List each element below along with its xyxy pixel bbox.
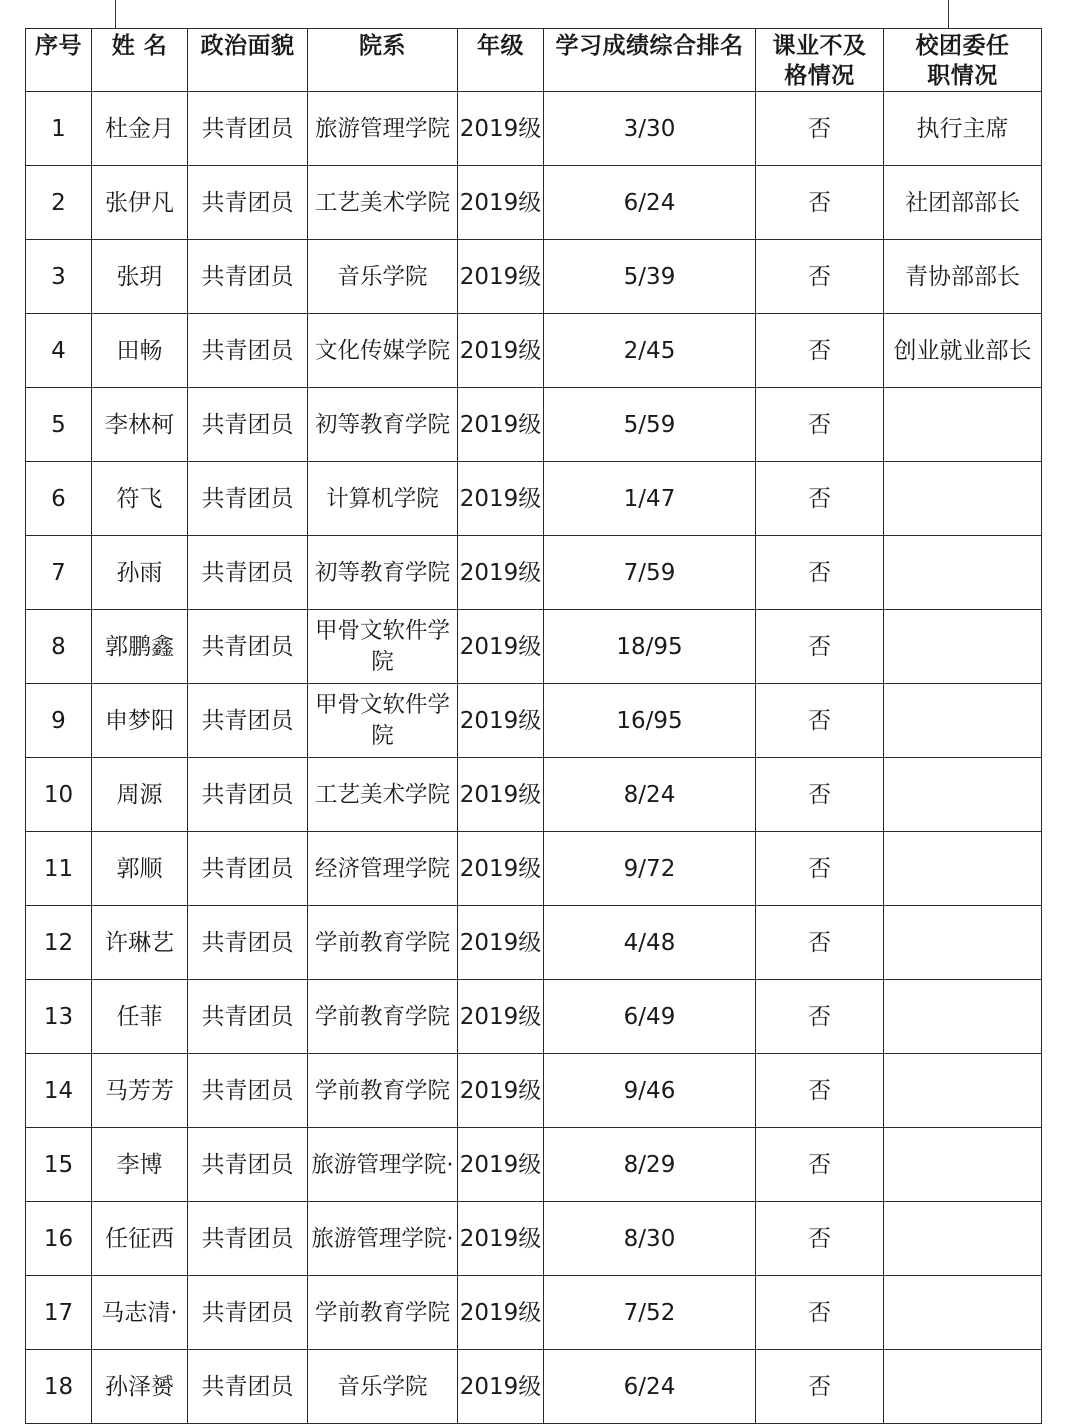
cell-political: 共青团员 bbox=[188, 980, 308, 1054]
table-row bbox=[26, 1202, 1042, 1276]
cell-political: 共青团员 bbox=[188, 832, 308, 906]
cell-name: 张玥 bbox=[92, 240, 188, 314]
table-row bbox=[26, 1350, 1042, 1424]
cell-name: 周源 bbox=[92, 758, 188, 832]
cell-name: 任菲 bbox=[92, 980, 188, 1054]
cell-fail: 否 bbox=[756, 462, 884, 536]
crop-line-left bbox=[115, 0, 116, 28]
cell-fail: 否 bbox=[756, 1128, 884, 1202]
cell-name: 李博 bbox=[92, 1128, 188, 1202]
table-row bbox=[26, 462, 1042, 536]
table-row bbox=[26, 388, 1042, 462]
cell-no: 13 bbox=[26, 980, 92, 1054]
cell-political: 共青团员 bbox=[188, 1128, 308, 1202]
cell-no: 2 bbox=[26, 166, 92, 240]
cell-fail: 否 bbox=[756, 610, 884, 684]
cell-political: 共青团员 bbox=[188, 166, 308, 240]
cell-role bbox=[884, 906, 1042, 980]
cell-dept: 初等教育学院 bbox=[308, 536, 458, 610]
cell-no: 12 bbox=[26, 906, 92, 980]
table-body bbox=[26, 92, 1042, 1424]
cell-dept: 旅游管理学院· bbox=[308, 1128, 458, 1202]
cell-no: 18 bbox=[26, 1350, 92, 1424]
cell-political: 共青团员 bbox=[188, 1202, 308, 1276]
cell-political: 共青团员 bbox=[188, 1054, 308, 1128]
cell-dept: 音乐学院 bbox=[308, 240, 458, 314]
header-dept: 院系 bbox=[308, 29, 458, 92]
header-grade: 年级 bbox=[458, 29, 544, 92]
table-row bbox=[26, 684, 1042, 758]
cell-grade: 2019级 bbox=[458, 1128, 544, 1202]
cell-dept: 旅游管理学院· bbox=[308, 1202, 458, 1276]
cell-role bbox=[884, 1128, 1042, 1202]
cell-fail: 否 bbox=[756, 240, 884, 314]
cell-grade: 2019级 bbox=[458, 1054, 544, 1128]
cell-role bbox=[884, 684, 1042, 758]
cell-grade: 2019级 bbox=[458, 1276, 544, 1350]
cell-rank: 6/24 bbox=[544, 1350, 756, 1424]
cell-dept: 音乐学院 bbox=[308, 1350, 458, 1424]
cell-no: 7 bbox=[26, 536, 92, 610]
cell-rank: 4/48 bbox=[544, 906, 756, 980]
cell-rank: 6/24 bbox=[544, 166, 756, 240]
cell-grade: 2019级 bbox=[458, 684, 544, 758]
cell-fail: 否 bbox=[756, 684, 884, 758]
cell-role bbox=[884, 388, 1042, 462]
table-row bbox=[26, 536, 1042, 610]
cell-rank: 8/24 bbox=[544, 758, 756, 832]
cell-rank: 8/30 bbox=[544, 1202, 756, 1276]
cell-grade: 2019级 bbox=[458, 536, 544, 610]
cell-rank: 3/30 bbox=[544, 92, 756, 166]
cell-no: 14 bbox=[26, 1054, 92, 1128]
cell-name: 杜金月 bbox=[92, 92, 188, 166]
cell-political: 共青团员 bbox=[188, 610, 308, 684]
cell-no: 4 bbox=[26, 314, 92, 388]
header-fail: 课业不及格情况 bbox=[756, 29, 884, 92]
cell-rank: 7/52 bbox=[544, 1276, 756, 1350]
cell-fail: 否 bbox=[756, 166, 884, 240]
cell-no: 15 bbox=[26, 1128, 92, 1202]
cell-rank: 18/95 bbox=[544, 610, 756, 684]
cell-role: 创业就业部长 bbox=[884, 314, 1042, 388]
cell-political: 共青团员 bbox=[188, 758, 308, 832]
cell-name: 田畅 bbox=[92, 314, 188, 388]
table-row bbox=[26, 832, 1042, 906]
cell-name: 郭顺 bbox=[92, 832, 188, 906]
cell-role bbox=[884, 462, 1042, 536]
cell-grade: 2019级 bbox=[458, 906, 544, 980]
cell-dept: 初等教育学院 bbox=[308, 388, 458, 462]
cell-rank: 9/72 bbox=[544, 832, 756, 906]
cell-rank: 6/49 bbox=[544, 980, 756, 1054]
header-name: 姓 名 bbox=[92, 29, 188, 92]
cell-role: 青协部部长 bbox=[884, 240, 1042, 314]
cell-rank: 5/59 bbox=[544, 388, 756, 462]
table-row bbox=[26, 980, 1042, 1054]
cell-role bbox=[884, 536, 1042, 610]
cell-political: 共青团员 bbox=[188, 388, 308, 462]
crop-line-right bbox=[948, 0, 949, 28]
cell-name: 孙雨 bbox=[92, 536, 188, 610]
header-row bbox=[26, 29, 1042, 92]
cell-grade: 2019级 bbox=[458, 166, 544, 240]
cell-political: 共青团员 bbox=[188, 536, 308, 610]
cell-role bbox=[884, 758, 1042, 832]
cell-name: 郭鹏鑫 bbox=[92, 610, 188, 684]
cell-name: 许琳艺 bbox=[92, 906, 188, 980]
cell-role bbox=[884, 832, 1042, 906]
cell-political: 共青团员 bbox=[188, 906, 308, 980]
cell-role bbox=[884, 980, 1042, 1054]
cell-no: 3 bbox=[26, 240, 92, 314]
cell-fail: 否 bbox=[756, 980, 884, 1054]
cell-dept: 旅游管理学院 bbox=[308, 92, 458, 166]
cell-no: 9 bbox=[26, 684, 92, 758]
cell-name: 张伊凡 bbox=[92, 166, 188, 240]
table-row bbox=[26, 1276, 1042, 1350]
cell-role bbox=[884, 1202, 1042, 1276]
cell-rank: 7/59 bbox=[544, 536, 756, 610]
header-political: 政治面貌 bbox=[188, 29, 308, 92]
cell-fail: 否 bbox=[756, 388, 884, 462]
cell-no: 5 bbox=[26, 388, 92, 462]
cell-grade: 2019级 bbox=[458, 462, 544, 536]
cell-no: 1 bbox=[26, 92, 92, 166]
table-row bbox=[26, 1128, 1042, 1202]
cell-role bbox=[884, 1276, 1042, 1350]
cell-rank: 16/95 bbox=[544, 684, 756, 758]
cell-fail: 否 bbox=[756, 314, 884, 388]
header-no: 序号 bbox=[26, 29, 92, 92]
cell-grade: 2019级 bbox=[458, 832, 544, 906]
cell-no: 10 bbox=[26, 758, 92, 832]
cell-grade: 2019级 bbox=[458, 980, 544, 1054]
cell-dept: 工艺美术学院 bbox=[308, 758, 458, 832]
cell-rank: 9/46 bbox=[544, 1054, 756, 1128]
cell-political: 共青团员 bbox=[188, 1276, 308, 1350]
cell-role bbox=[884, 610, 1042, 684]
cell-dept: 学前教育学院 bbox=[308, 1276, 458, 1350]
cell-rank: 2/45 bbox=[544, 314, 756, 388]
cell-fail: 否 bbox=[756, 1276, 884, 1350]
cell-fail: 否 bbox=[756, 758, 884, 832]
cell-no: 11 bbox=[26, 832, 92, 906]
cell-name: 孙泽赟 bbox=[92, 1350, 188, 1424]
cell-dept: 甲骨文软件学院 bbox=[308, 684, 458, 758]
cell-political: 共青团员 bbox=[188, 462, 308, 536]
cell-name: 申梦阳 bbox=[92, 684, 188, 758]
cell-fail: 否 bbox=[756, 1054, 884, 1128]
cell-role: 执行主席 bbox=[884, 92, 1042, 166]
cell-dept: 甲骨文软件学院 bbox=[308, 610, 458, 684]
header-rank: 学习成绩综合排名 bbox=[544, 29, 756, 92]
cell-name: 马芳芳 bbox=[92, 1054, 188, 1128]
cell-grade: 2019级 bbox=[458, 388, 544, 462]
cell-dept: 计算机学院 bbox=[308, 462, 458, 536]
cell-grade: 2019级 bbox=[458, 240, 544, 314]
cell-role bbox=[884, 1054, 1042, 1128]
cell-grade: 2019级 bbox=[458, 314, 544, 388]
cell-dept: 学前教育学院 bbox=[308, 906, 458, 980]
cell-fail: 否 bbox=[756, 1350, 884, 1424]
cell-political: 共青团员 bbox=[188, 684, 308, 758]
cell-no: 16 bbox=[26, 1202, 92, 1276]
cell-no: 6 bbox=[26, 462, 92, 536]
table-row bbox=[26, 906, 1042, 980]
cell-dept: 学前教育学院 bbox=[308, 980, 458, 1054]
cell-fail: 否 bbox=[756, 536, 884, 610]
cell-no: 17 bbox=[26, 1276, 92, 1350]
cell-name: 李林柯 bbox=[92, 388, 188, 462]
table-row bbox=[26, 610, 1042, 684]
table-row bbox=[26, 240, 1042, 314]
table-row bbox=[26, 166, 1042, 240]
cell-rank: 8/29 bbox=[544, 1128, 756, 1202]
cell-grade: 2019级 bbox=[458, 610, 544, 684]
cell-role bbox=[884, 1350, 1042, 1424]
table-row bbox=[26, 314, 1042, 388]
student-table bbox=[25, 28, 1042, 1424]
cell-grade: 2019级 bbox=[458, 758, 544, 832]
cell-fail: 否 bbox=[756, 906, 884, 980]
cell-political: 共青团员 bbox=[188, 92, 308, 166]
cell-name: 符飞 bbox=[92, 462, 188, 536]
cell-dept: 学前教育学院 bbox=[308, 1054, 458, 1128]
cell-dept: 文化传媒学院 bbox=[308, 314, 458, 388]
cell-grade: 2019级 bbox=[458, 1202, 544, 1276]
cell-name: 任征西 bbox=[92, 1202, 188, 1276]
cell-dept: 经济管理学院 bbox=[308, 832, 458, 906]
cell-political: 共青团员 bbox=[188, 240, 308, 314]
cell-dept: 工艺美术学院 bbox=[308, 166, 458, 240]
cell-rank: 1/47 bbox=[544, 462, 756, 536]
table-row bbox=[26, 1054, 1042, 1128]
cell-political: 共青团员 bbox=[188, 1350, 308, 1424]
cell-grade: 2019级 bbox=[458, 92, 544, 166]
cell-grade: 2019级 bbox=[458, 1350, 544, 1424]
cell-rank: 5/39 bbox=[544, 240, 756, 314]
table-row bbox=[26, 758, 1042, 832]
cell-fail: 否 bbox=[756, 92, 884, 166]
table-row bbox=[26, 92, 1042, 166]
cell-name: 马志清· bbox=[92, 1276, 188, 1350]
cell-role: 社团部部长 bbox=[884, 166, 1042, 240]
header-role: 校团委任职情况 bbox=[884, 29, 1042, 92]
cell-political: 共青团员 bbox=[188, 314, 308, 388]
cell-no: 8 bbox=[26, 610, 92, 684]
cell-fail: 否 bbox=[756, 1202, 884, 1276]
cell-fail: 否 bbox=[756, 832, 884, 906]
